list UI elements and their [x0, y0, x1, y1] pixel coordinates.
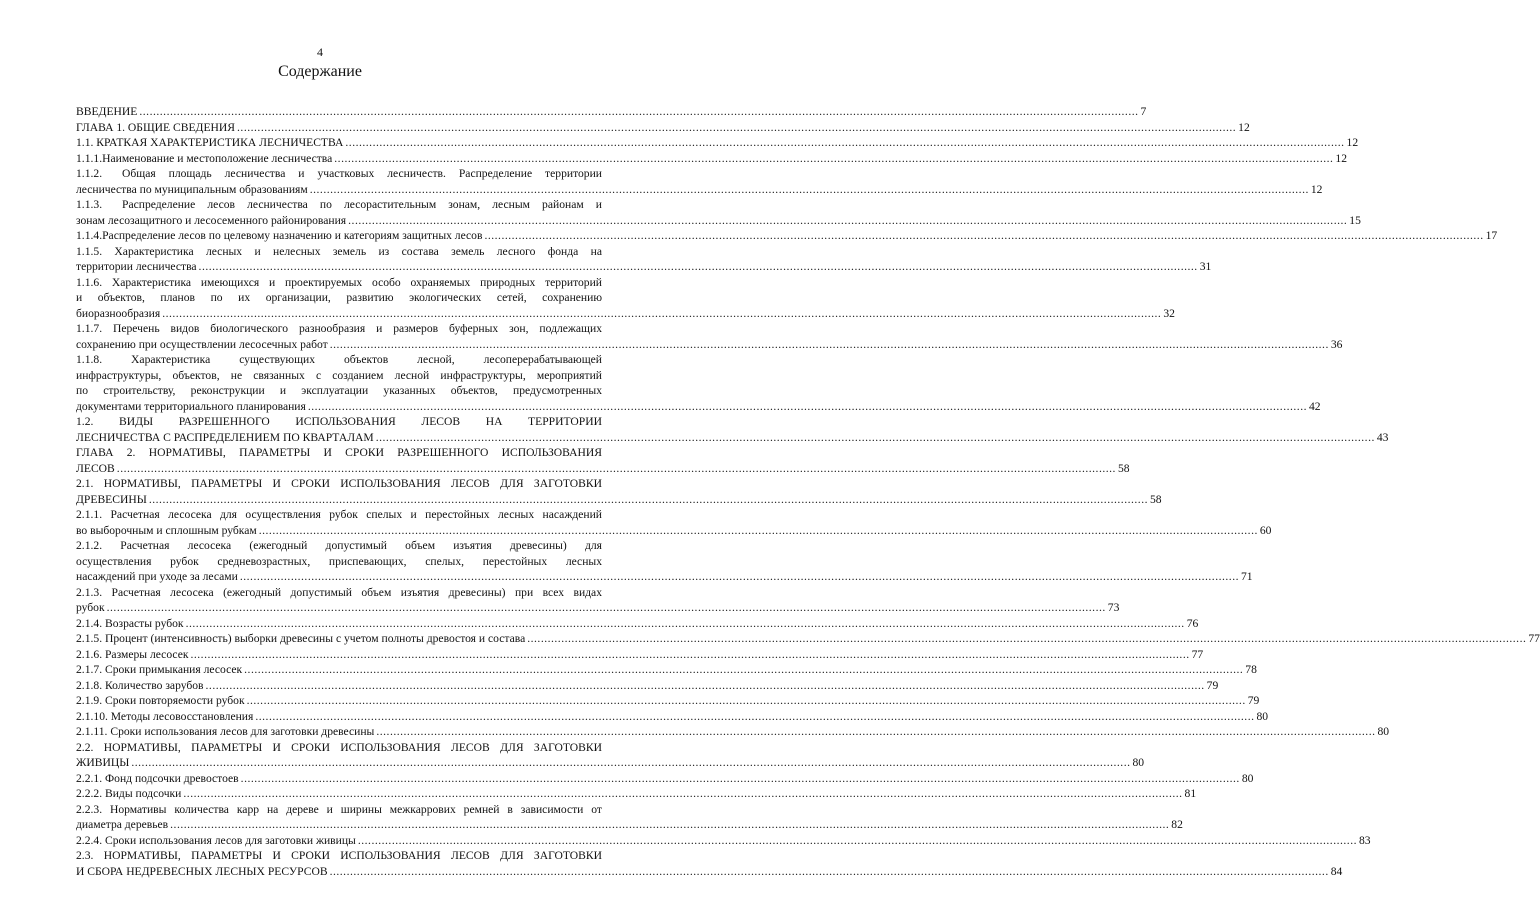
toc-entry[interactable] [76, 802, 1183, 833]
toc-entry-text: 1.1.7. Перечень видов биологического разнообразия и размеров буферных зон, подлежащих [76, 322, 602, 335]
toc-page-number: 77 [1528, 632, 1540, 645]
toc-leader-dots [247, 693, 1246, 709]
toc-entry-text: 2.1.5. Процент (интенсивность) выборки древесины с учетом полноты древостоя и состава [76, 632, 526, 645]
toc-entry-number: 1.1.3. [76, 198, 103, 211]
toc-leader-dots [190, 647, 1189, 663]
toc-entry[interactable] [76, 445, 1130, 476]
toc-entry[interactable] [76, 771, 1254, 787]
toc-entry-text: Распределение лесов лесничества по лесорастительным зонам, лесным районам и [122, 198, 602, 211]
toc-page-number: 71 [1240, 570, 1253, 583]
toc-page-number: 80 [1256, 709, 1269, 723]
toc-entry-text: 1.1.6. Характеристика имеющихся и проектируемых особо охраняемых природных территорий [76, 275, 602, 289]
toc-page-number: 43 [1376, 430, 1389, 444]
toc-leader-dots [186, 616, 1185, 632]
toc-entry[interactable] [76, 616, 1199, 632]
toc-page-number: 76 [1186, 616, 1199, 630]
toc-entry-text: 2.1. НОРМАТИВЫ, ПАРАМЕТРЫ И СРОКИ ИСПОЛЬЗОВАНИЯ ЛЕСОВ ДЛЯ ЗАГОТОВКИ [76, 477, 602, 490]
toc-entry-text: И СБОРА НЕДРЕВЕСНЫХ ЛЕСНЫХ РЕСУРСОВ [76, 864, 328, 878]
toc-leader-dots [244, 662, 1243, 678]
toc-page-number: 36 [1330, 337, 1343, 351]
toc-entry-text: 2.1.1. Расчетная лесосека для осуществления рубок спелых и перестойных лесных насаждений [76, 508, 602, 521]
toc-leader-dots [162, 306, 1161, 322]
toc-entry[interactable] [76, 197, 1361, 228]
toc-leader-dots [117, 461, 1116, 477]
toc-entry-text: биоразнообразия [76, 306, 161, 320]
toc-page-number: 15 [1349, 213, 1361, 227]
toc-entry[interactable] [76, 120, 1250, 136]
toc-entry-text: 2.2.3. Нормативы количества карр на дереве и ширины межкаррових ремней в зависимости от [76, 802, 602, 816]
toc-entry-number: 1.1.2. [76, 167, 103, 180]
toc-leader-dots [484, 228, 1483, 244]
toc-entry-text: 1.1.5. Характеристика лесных и нелесных земель из состава земель лесного фонда на [76, 244, 602, 258]
toc-entry-number: 1.1.4. [76, 229, 103, 242]
toc-entry[interactable] [76, 275, 1175, 322]
toc-entry-text: ГЛАВА 1. ОБЩИЕ СВЕДЕНИЯ [76, 120, 236, 134]
toc-leader-dots [527, 631, 1526, 647]
toc-entry[interactable] [76, 507, 1272, 538]
toc-leader-dots [237, 120, 1236, 136]
toc-entry-text: сохранению при осуществлении лесосечных работ [76, 337, 328, 351]
toc-entry-text: ДРЕВЕСИНЫ [76, 492, 147, 506]
toc-entry-text: ГЛАВА 2. НОРМАТИВЫ, ПАРАМЕТРЫ И СРОКИ РАЗРЕШЕННОГО ИСПОЛЬЗОВАНИЯ [76, 446, 602, 459]
toc-leader-dots [170, 817, 1169, 833]
toc-leader-dots [376, 430, 1375, 446]
toc-entry[interactable] [76, 135, 1359, 151]
toc-entry[interactable] [76, 786, 1197, 802]
toc-entry[interactable] [76, 647, 1204, 663]
toc-leader-dots [107, 600, 1106, 616]
toc-page-number: 84 [1330, 864, 1343, 878]
toc-entry-text: 2.1.2. Расчетная лесосека (ежегодный допустимый объем изъятия древесины) для [76, 539, 602, 552]
toc-entry[interactable] [76, 414, 1389, 445]
table-of-contents [76, 104, 1540, 879]
toc-entry-text: 2.1.9. Сроки повторяемости рубок [76, 694, 245, 707]
toc-entry-text: документами территориального планирования [76, 399, 306, 413]
toc-page-number: 60 [1259, 523, 1272, 537]
toc-entry-text: ЛЕСНИЧЕСТВА С РАСПРЕДЕЛЕНИЕМ ПО КВАРТАЛАМ [76, 430, 374, 444]
toc-page-number: 17 [1485, 229, 1498, 242]
toc-entry[interactable] [76, 833, 1371, 849]
toc-entry[interactable] [76, 740, 1145, 771]
toc-entry-text: 2.1.10. Методы лесовосстановления [76, 709, 254, 723]
toc-entry[interactable] [76, 151, 1348, 167]
toc-entry-number: 1.1.1. [76, 151, 103, 165]
toc-entry-text: Общая площадь лесничества и участковых лесничеств. Распределение территории [122, 167, 602, 180]
toc-entry[interactable] [76, 585, 1120, 616]
toc-entry-text: 1.1.8. Характеристика существующих объектов лесной, лесоперерабатывающей [76, 353, 602, 366]
toc-page-number: 12 [1238, 120, 1250, 134]
toc-entry-text: 1.2. ВИДЫ РАЗРЕШЕННОГО ИСПОЛЬЗОВАНИЯ ЛЕСОВ НА ТЕРРИТОРИИ [76, 415, 602, 428]
toc-page-number: 7 [1140, 105, 1147, 118]
toc-entry[interactable] [76, 693, 1260, 709]
page-title: Содержание [278, 63, 362, 80]
toc-entry[interactable] [76, 709, 1269, 725]
toc-leader-dots [149, 492, 1148, 508]
toc-entry-text: 2.2.1. Фонд подсочки древостоев [76, 771, 239, 785]
toc-entry-text: ЛЕСОВ [76, 461, 115, 475]
toc-page-number: 42 [1308, 399, 1321, 413]
toc-entry[interactable] [76, 724, 1390, 740]
toc-entry[interactable] [76, 476, 1162, 507]
toc-entry-text: 2.1.4. Возрасты рубок [76, 616, 184, 630]
toc-page-number: 80 [1377, 725, 1390, 738]
toc-entry-text: 2.1.11. Сроки использования лесов для заготовки древесины [76, 725, 375, 738]
toc-entry-text: и объектов, планов по их организации, развитию экологических сетей, сохранению [76, 291, 602, 304]
toc-entry-text: Распределение лесов по целевому назначению и категориям защитных лесов [102, 229, 483, 242]
toc-entry[interactable] [76, 166, 1323, 197]
toc-entry-text: 2.1.8. Количество зарубов [76, 678, 204, 692]
toc-entry[interactable] [76, 848, 1343, 879]
toc-entry-text: 2.3. НОРМАТИВЫ, ПАРАМЕТРЫ И СРОКИ ИСПОЛЬЗОВАНИЯ ЛЕСОВ ДЛЯ ЗАГОТОВКИ [76, 849, 602, 862]
toc-leader-dots [199, 259, 1198, 275]
toc-entry-text: ЖИВИЦЫ [76, 756, 130, 769]
toc-leader-dots [358, 833, 1357, 849]
toc-leader-dots [139, 104, 1138, 120]
toc-entry-text: осуществления рубок средневозрастных, приспевающих, спелых, перестойных лесных [76, 554, 602, 568]
toc-leader-dots [241, 771, 1240, 787]
toc-entry[interactable] [76, 321, 1343, 352]
toc-page-number: 83 [1358, 833, 1371, 847]
toc-entry-text: территории лесничества [76, 260, 197, 273]
toc-page-number: 78 [1245, 663, 1257, 676]
toc-page-number: 32 [1163, 306, 1175, 320]
toc-leader-dots [131, 755, 1130, 771]
toc-entry-text: ВВЕДЕНИЕ [76, 105, 138, 118]
toc-page-number: 12 [1310, 182, 1323, 196]
toc-entry-text: 2.1.7. Сроки примыкания лесосек [76, 663, 243, 676]
toc-leader-dots [376, 724, 1375, 740]
toc-leader-dots [330, 337, 1329, 353]
toc-leader-dots [206, 678, 1205, 694]
toc-page-number: 82 [1171, 818, 1183, 831]
toc-entry[interactable] [76, 631, 1540, 647]
toc-entry[interactable] [76, 104, 1147, 120]
toc-leader-dots [310, 182, 1309, 198]
toc-page-number: 31 [1199, 260, 1212, 273]
toc-leader-dots [308, 399, 1307, 415]
toc-leader-dots [330, 864, 1329, 880]
toc-entry[interactable] [76, 678, 1219, 694]
toc-entry-text: лесничества по муниципальным образованиям [76, 182, 308, 196]
toc-entry[interactable] [76, 228, 1498, 244]
toc-page-number: 79 [1206, 678, 1219, 692]
toc-entry-text: по строительству, реконструкции и эксплуатации указанных объектов, предусмотренных [76, 384, 602, 397]
toc-entry-text: насаждений при уходе за лесами [76, 570, 238, 583]
toc-entry-text: диаметра деревьев [76, 818, 169, 831]
toc-entry-text: Наименование и местоположение лесничества [102, 151, 333, 165]
toc-page-number: 80 [1132, 756, 1145, 769]
toc-entry-text: 2.1.3. Расчетная лесосека (ежегодный допустимый объем изъятия древесины) при всех видах [76, 585, 602, 599]
toc-entry-text: 2.2. НОРМАТИВЫ, ПАРАМЕТРЫ И СРОКИ ИСПОЛЬЗОВАНИЯ ЛЕСОВ ДЛЯ ЗАГОТОВКИ [76, 740, 602, 754]
toc-leader-dots [183, 786, 1182, 802]
toc-page-number: 79 [1247, 694, 1260, 707]
toc-page-number: 58 [1149, 492, 1162, 506]
toc-page-number: 12 [1346, 136, 1359, 149]
toc-entry-text: во выборочным и сплошным рубкам [76, 523, 257, 537]
toc-leader-dots [345, 135, 1344, 151]
toc-page-number: 81 [1184, 787, 1197, 800]
toc-entry-text: инфраструктуры, объектов, не связанных с созданием лесной инфраструктуры, мероприятий [76, 368, 602, 382]
toc-leader-dots [334, 151, 1333, 167]
toc-entry[interactable] [76, 352, 1321, 414]
toc-page-number: 12 [1335, 151, 1348, 165]
toc-leader-dots [348, 213, 1347, 229]
toc-entry[interactable] [76, 538, 1253, 585]
page-number: 4 [317, 45, 323, 59]
toc-entry-text: зонам лесозащитного и лесосеменного районирования [76, 213, 347, 227]
toc-entry-text: 1.1. КРАТКАЯ ХАРАКТЕРИСТИКА ЛЕСНИЧЕСТВА [76, 136, 344, 149]
toc-entry[interactable] [76, 662, 1257, 678]
toc-entry-text: рубок [76, 601, 105, 614]
toc-leader-dots [240, 569, 1239, 585]
toc-entry[interactable] [76, 244, 1212, 275]
toc-page-number: 73 [1107, 601, 1120, 614]
toc-leader-dots [259, 523, 1258, 539]
toc-page-number: 77 [1191, 647, 1204, 661]
toc-leader-dots [255, 709, 1254, 725]
toc-page-number: 58 [1117, 461, 1130, 475]
toc-entry-text: 2.2.4. Сроки использования лесов для заготовки живицы [76, 833, 356, 847]
toc-page-number: 80 [1241, 771, 1254, 785]
toc-entry-text: 2.1.6. Размеры лесосек [76, 647, 189, 661]
toc-entry-text: 2.2.2. Виды подсочки [76, 787, 182, 800]
